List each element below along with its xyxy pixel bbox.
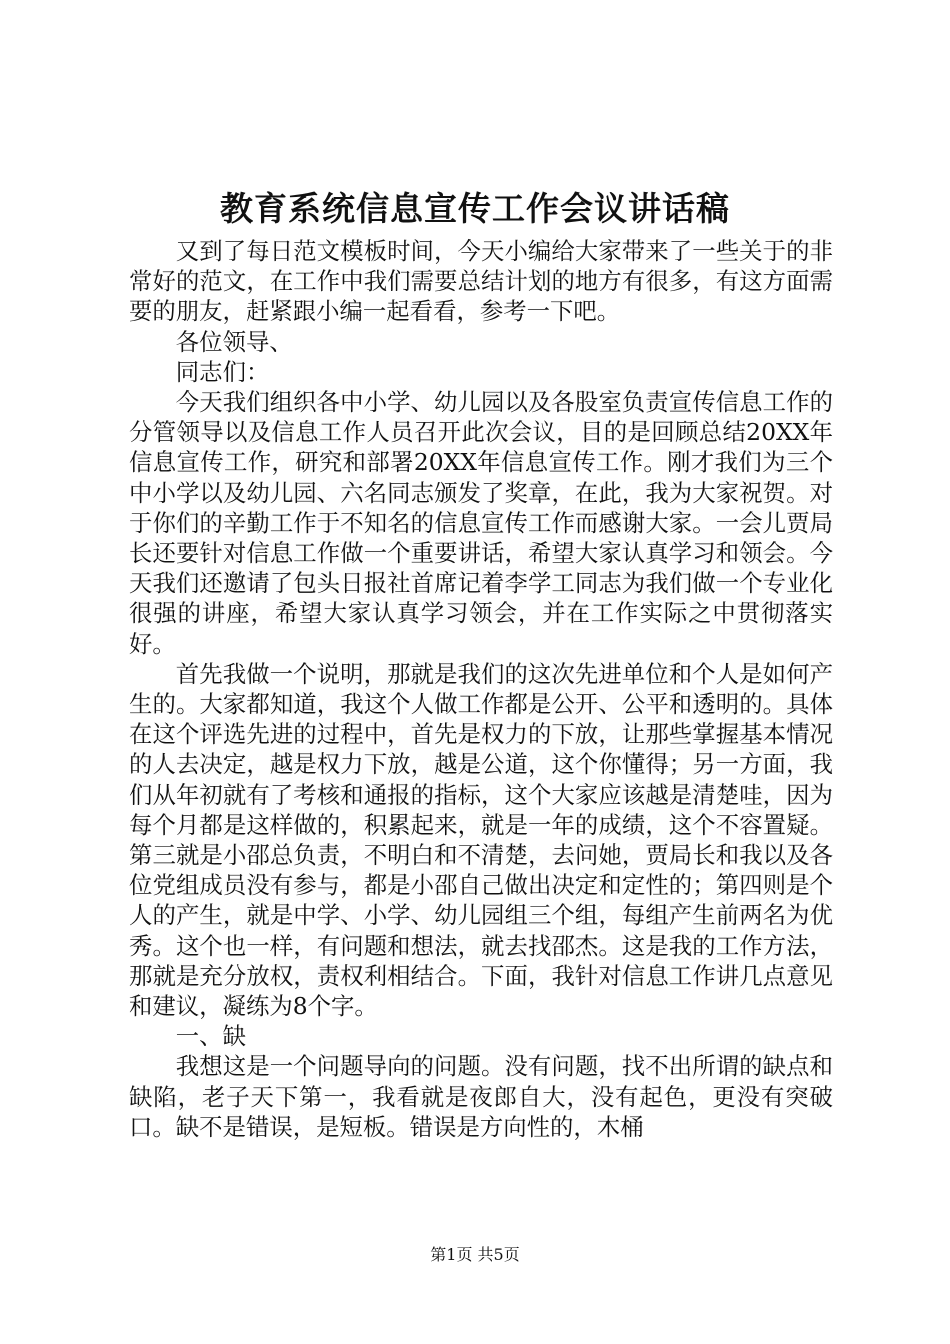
salutation-comrades: 同志们： <box>175 357 270 386</box>
document-title: 教育系统信息宣传工作会议讲话稿 <box>220 189 730 228</box>
body-paragraph: 我想这是一个问题导向的问题。没有问题，找不出所谓的缺点和缺陷，老子天下第一，我看就是夜郎自大，没有起色，更没有突破口。缺不是错误，是短板。错误是方向性的，木桶 <box>129 1052 833 1141</box>
salutation-leaders: 各位领导、 <box>175 327 293 356</box>
body-paragraph: 今天我们组织各中小学、幼儿园以及各股室负责宣传信息工作的分管领导以及信息工作人员召开此次会议，目的是回顾总结20XX年信息宣传工作，研究和部署20XX年信息宣传工作。刚才我们为三个中小学以及幼儿园、六名同志颁发了奖章，在此，我为大家祝贺。对于你们的辛勤工作于不知名的信息宣传工作而感谢大家。一会儿贾局长还要针对信息工作做一个重要讲话，希望大家认真学习和领会。今天我们还邀请了包头日报社首席记着李学工同志为我们做一个专业化很强的讲座，希望大家认真学习领会，并在工作实际之中贯彻落实好。 <box>129 388 833 658</box>
document-body <box>129 236 833 1142</box>
section-heading: 一、缺 <box>175 1022 246 1051</box>
body-paragraph: 首先我做一个说明，那就是我们的这次先进单位和个人是如何产生的。大家都知道，我这个人做工作都是公开、公平和透明的。具体在这个评选先进的过程中，首先是权力的下放，让那些掌握基本情况的人去决定，越是权力下放，越是公道，这个你懂得；另一方面，我们从年初就有了考核和通报的指标，这个大家应该越是清楚哇，因为每个月都是这样做的，积累起来，就是一年的成绩，这个不容置疑。第三就是小邵总负责，不明白和不清楚，去问她，贾局长和我以及各位党组成员没有参与，都是小邵自己做出决定和定性的；第四则是个人的产生，就是中学、小学、幼儿园组三个组，每组产生前两名为优秀。这个也一样，有问题和想法，就去找邵杰。这是我的工作方法，那就是充分放权，责权利相结合。下面，我针对信息工作讲几点意见和建议，凝练为8个字。 <box>129 659 833 1021</box>
intro-paragraph: 又到了每日范文模板时间，今天小编给大家带来了一些关于的非常好的范文，在工作中我们需要总结计划的地方有很多，有这方面需要的朋友，赶紧跟小编一起看看，参考一下吧。 <box>129 237 833 326</box>
page-footer: 第1页 共5页 <box>430 1245 520 1264</box>
